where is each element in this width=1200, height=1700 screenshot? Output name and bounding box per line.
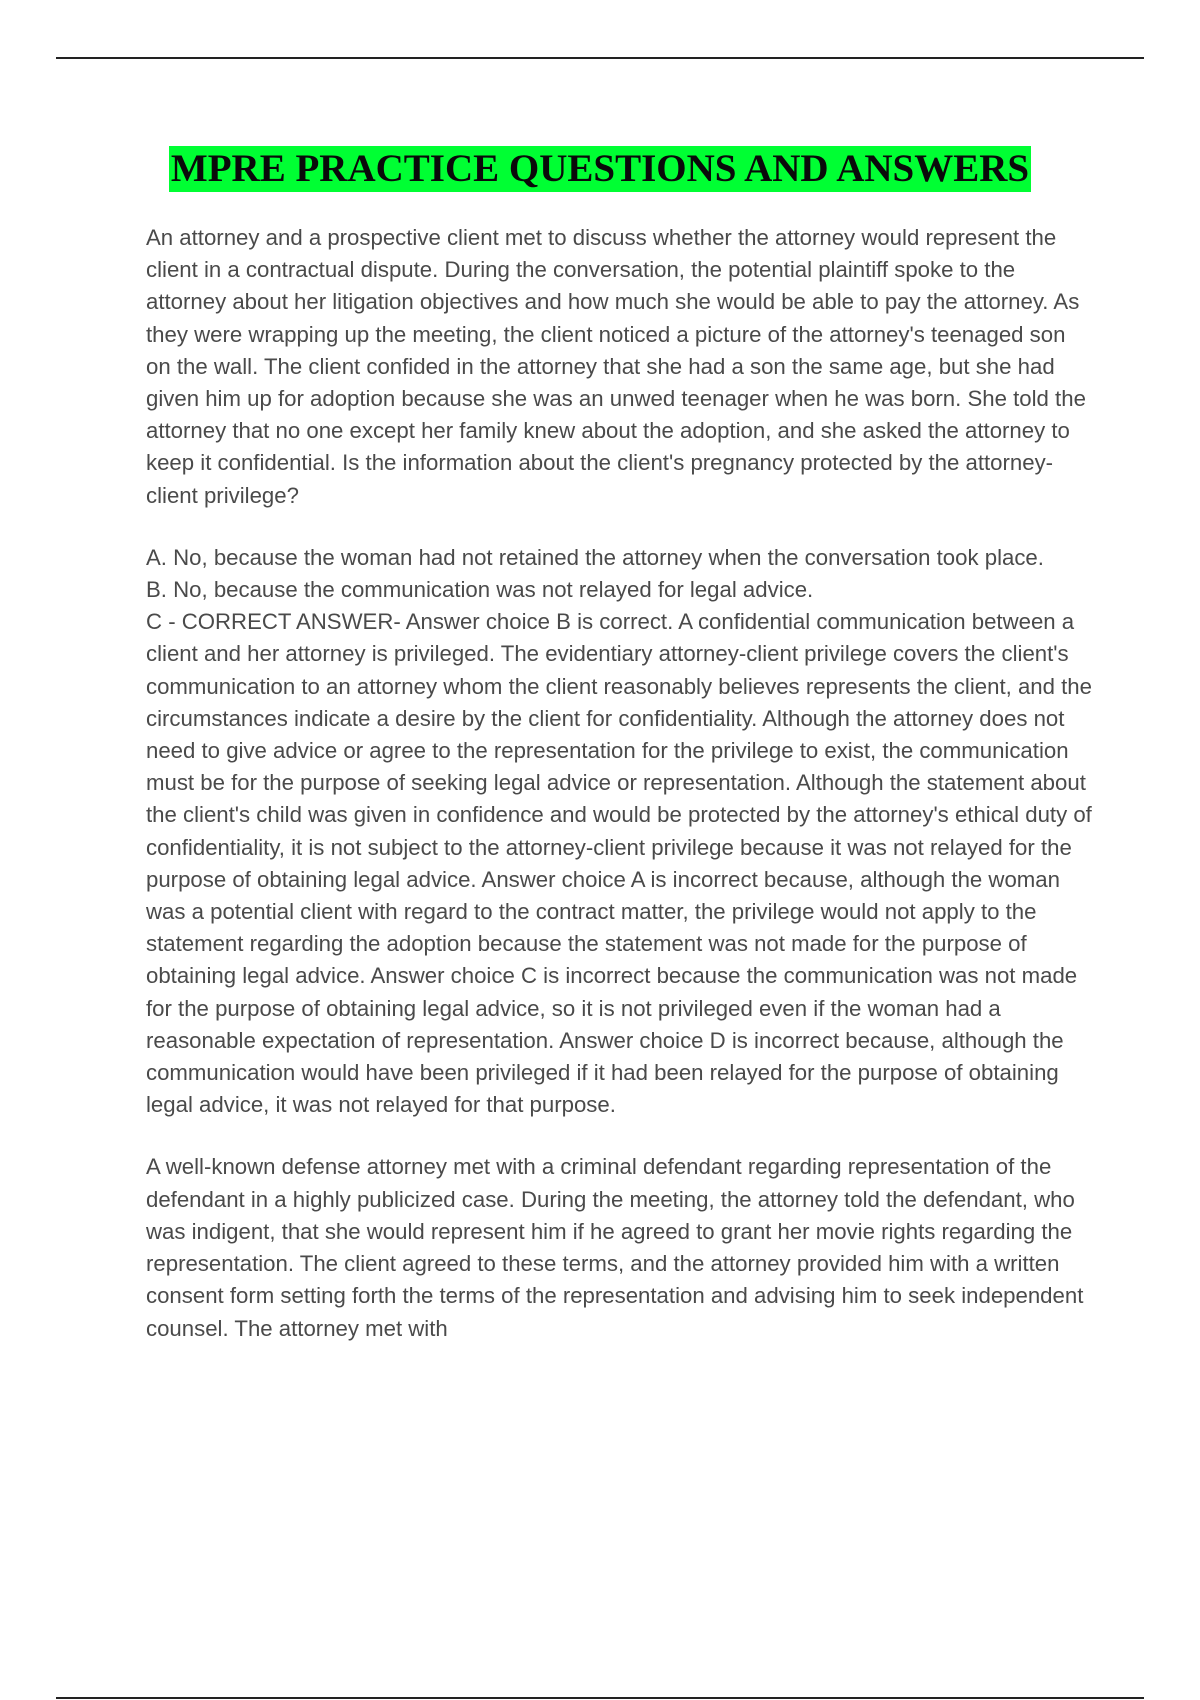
- choice-a: A. No, because the woman had not retained the attorney when the conversation took place.: [146, 544, 1044, 570]
- answer-1-explanation: C - CORRECT ANSWER- Answer choice B is correct. A confidential communication between a client and her attorney is privileged. The evidentiary attorney-client privilege covers the client's communication to an attorney whom the client reasonably believes represents the client, and the circumstances indicate a desire by the client for confidentiality. Although the attorney does not need to give advice or agree to the representation for the privilege to exist, the communication must be for the purpose of seeking legal advice or representation. Although the statement about the client's child was given in confidence and would be protected by the attorney's ethical duty of confidentiality, it is not subject to the attorney-client privilege because it was not relayed for the purpose of obtaining legal advice. Answer choice A is incorrect because, although the woman was a potential client with regard to the contract matter, the privilege would not apply to the statement regarding the adoption because the statement was not made for the purpose of obtaining legal advice. Answer choice C is incorrect because the communication was not made for the purpose of obtaining legal advice, so it is not privileged even if the woman had a reasonable expectation of representation. Answer choice D is incorrect because, although the communication would have been privileged if it had been relayed for the purpose of obtaining legal advice, it was not relayed for that purpose.: [146, 609, 1092, 1118]
- document-body: [146, 222, 1096, 1345]
- paragraph-gap: [146, 512, 1096, 542]
- question-1-text: An attorney and a prospective client met to discuss whether the attorney would represent the client in a contractual dispute. During the conversation, the potential plaintiff spoke to the attorney about her litigation objectives and how much she would be able to pay the attorney. As they were wrapping up the meeting, the client noticed a picture of the attorney's teenaged son on the wall. The client confided in the attorney that she had a son the same age, but she had given him up for adoption because she was an unwed teenager when he was born. She told the attorney that no one except her family knew about the adoption, and she asked the attorney to keep it confidential. Is the information about the client's pregnancy protected by the attorney-client privilege?: [146, 225, 1086, 508]
- bottom-rule: [56, 1697, 1144, 1699]
- top-rule: [56, 57, 1144, 59]
- choice-b: B. No, because the communication was not relayed for legal advice.: [146, 577, 814, 603]
- paragraph-gap: [146, 1121, 1096, 1151]
- title-container: [0, 146, 1200, 192]
- page-title: MPRE PRACTICE QUESTIONS AND ANSWERS: [170, 147, 1030, 190]
- question-2-text: A well-known defense attorney met with a criminal defendant regarding representation of the defendant in a highly publicized case. During the meeting, the attorney told the defendant, who was indigent, that she would represent him if he agreed to grant her movie rights regarding the representation. The client agreed to these terms, and the attorney provided him with a written consent form setting forth the terms of the representation and advising him to seek independent counsel. The attorney met with: [146, 1154, 1084, 1341]
